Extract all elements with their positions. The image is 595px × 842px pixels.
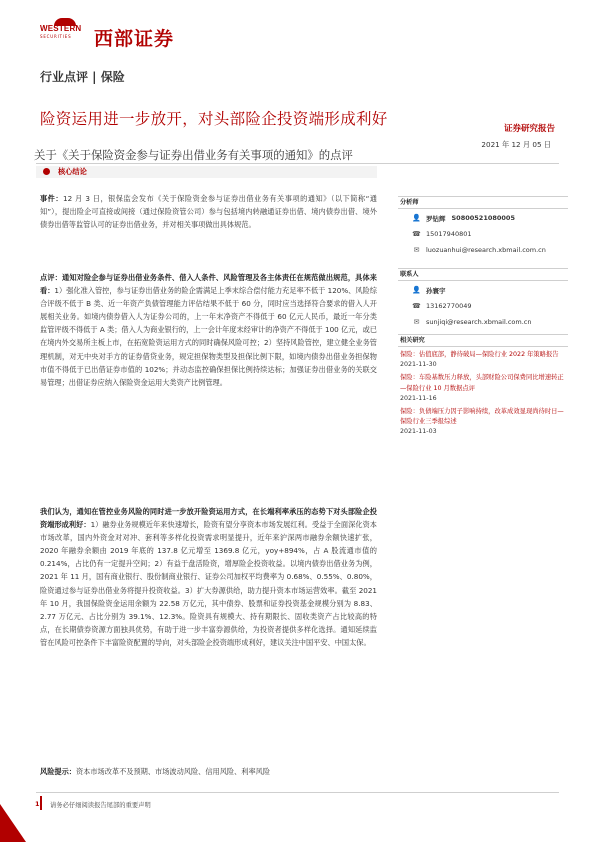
contact-section <box>398 268 568 328</box>
related-item[interactable]: 保险：估值底部，静待破局—保险行业 2022 年策略报告 2021-11-30 <box>400 351 559 369</box>
report-title: 险资运用进一步放开，对头部险企投资端形成利好 <box>40 110 388 128</box>
contact-phone: 13162770049 <box>426 302 472 310</box>
bullet-icon <box>43 168 50 175</box>
related-item[interactable]: 保险：负债端压力因子影响持续，改革成效显现尚待时日—保险行业三季报综述 2021-11-03 <box>400 408 564 436</box>
analyst-phone: 15017940801 <box>426 230 472 238</box>
contact-email[interactable]: sunjiqi@research.xbmail.com.cn <box>426 318 532 326</box>
report-tag: 证券研究报告 <box>503 124 555 134</box>
brand-logo <box>40 20 174 54</box>
paragraph-event: 事件：12 月 3 日，银保监会发布《关于保险资金参与证券出借业务有关事项的通知》（以下简称“通知”），提出险企可直接或间接（通过保险资管公司）参与包括境内转融通证券出借、境内债券出借、境外债券出借等监管认可的证券出借业务，并对相关事项做出具体规范。 <box>40 194 377 230</box>
mail-icon: ✉ <box>413 318 420 326</box>
related-section <box>398 334 568 438</box>
paragraph-comment: 点评：通知对险企参与证券出借业务条件、借入人条件、风险管理及各主体责任在规范做出规范，具体来看：1）强化准入管控，参与证券出借业务的险企需满足上季末综合偿付能力充足率不低于 120%、风险综合评级不低于 B 类、近一年资产负债管理能力评估结果不低于 60 分，同时应当选择符合要求的借入人开展相关业务。如境内债券借入人为证券公司的，上一年末净资产不得低于 60 亿元人民币，最近一年分类监管评级不得低于 A 类；借入人为商业银行的，上一会计年度末经审计的净资产不得低于 100 亿元，或已在境内外交易所主板上市，在拓宽险资运用方式的同时确保风险可控；2）坚持风险管控，建立健全业务管理机制，对无中央对手方的证券借贷业务，规定担保物类型及担保比例下限，如境内债券出借业务担保物市值不得低于已出借证券市值的 102%；并动态监控确保担保比例持续达标；加强证券出借业务的关联交易管理；出借证券应纳入保险资金运用大类资产比例管理。 <box>40 273 377 387</box>
title-divider <box>36 163 559 164</box>
contact-name: 孙寰宇 <box>426 286 446 295</box>
brand-name: 西部证券 <box>94 27 175 50</box>
report-subtitle: 关于《关于保险资金参与证券出借业务有关事项的通知》的点评 <box>34 148 353 162</box>
phone-icon: ☎ <box>412 302 421 310</box>
analyst-email[interactable]: luozuanhui@research.xbmail.com.cn <box>426 246 546 254</box>
related-item[interactable]: 保险：车险基数压力释放，头部财险公司保费同比增速转正—保险行业 10 月数据点评 2021-11-16 <box>400 374 564 402</box>
western-logo-icon: WESTERN SECURITIES <box>40 20 90 54</box>
paragraph-view: 我们认为，通知在管控业务风险的同时进一步放开险资运用方式，在长端利率承压的态势下对头部险企投资端形成利好：1）融券业务规模近年来快速增长，险资有望分享资本市场发展红利。受益于全面深化资本市场改革，国内外资金对对冲、套利等多样化投资需求明显提升，近年来沪深两市融券余额快速扩张，2020 年融券余额由 2019 年底的 137.8 亿元增至 1369.8 亿元，yoy+894%，占 A 股流通市值的 0.214%，占比仍有一定提升空间；2）有益于盘活险资，增厚险企投资收益。以境内债券出借业务为例，2021 年 11 月，国有商业银行、股份制商业银行、证券公司加权平均费率为 0.68%、0.55%、0.80%，险资通过参与证券出借业务将提升投资收益。3）扩大券源供给，助力提升资本市场运营效率。截至 2021 年 10 月，我国保险资金运用余额为 22.58 万亿元，其中债券、股票和证券投资基金规模分别为 8.83、2.77 万亿元、占比分别为 39.1%、12.3%。险资具有规模大、持有期限长、固收类资产占比较高的特点，在长期债券资源方面独具优势，有助于进一步丰富券源供给，为投资者提供多样化选择。通知延续监管在风险可控条件下丰富险资配置的导向，对头部险企投资端形成利好，建议关注中国平安、中国太保。 <box>40 507 377 647</box>
phone-icon: ☎ <box>412 230 421 238</box>
page-number: 1 <box>35 800 40 808</box>
report-category: 行业点评 | 保险 <box>40 70 125 84</box>
person-icon: 👤 <box>412 286 421 294</box>
analyst-section <box>398 196 568 256</box>
report-date: 2021 年 12 月 05 日 <box>481 140 551 149</box>
mail-icon: ✉ <box>413 246 420 254</box>
contact-header: 联系人 <box>398 268 568 281</box>
footer-accent <box>40 796 42 810</box>
paragraph-risk: 风险提示：资本市场改革不及预期、市场波动风险、信用风险、利率风险 <box>40 767 271 776</box>
related-header: 相关研究 <box>398 334 568 347</box>
person-icon: 👤 <box>412 214 421 222</box>
disclaimer-note: 请务必仔细阅读报告尾部的重要声明 <box>50 802 151 809</box>
key-conclusion-header: 核心结论 <box>36 166 377 178</box>
footer-divider <box>36 792 559 793</box>
analyst-name: 罗钻辉 <box>426 214 446 223</box>
corner-decoration-icon <box>0 804 26 842</box>
analyst-header: 分析师 <box>398 196 568 209</box>
analyst-cert: S0800521080005 <box>451 214 515 222</box>
